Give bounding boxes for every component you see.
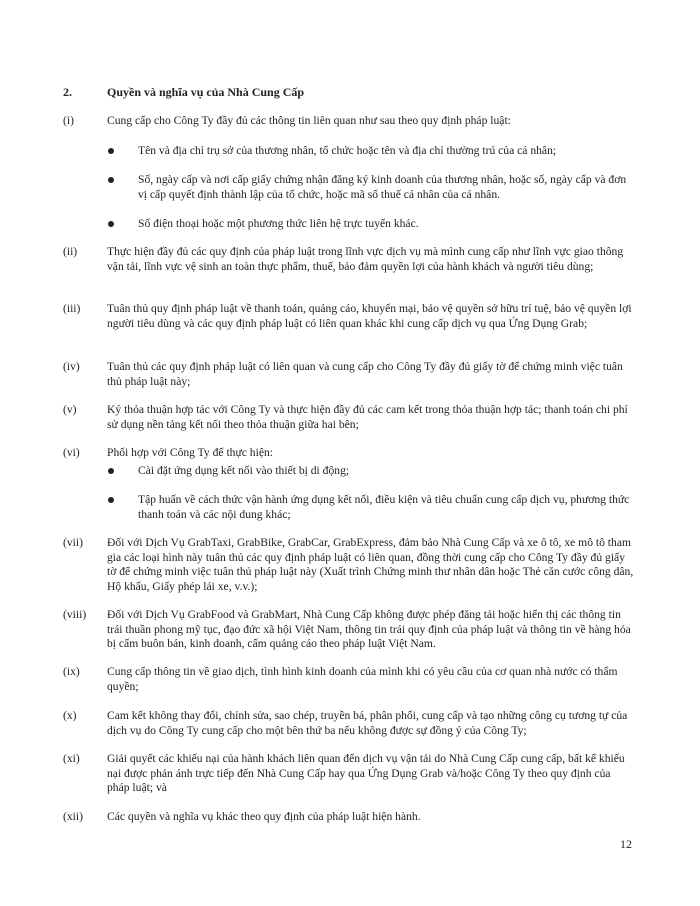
item-text: Các quyền và nghĩa vụ khác theo quy định của pháp luật hiện hành. bbox=[107, 810, 421, 823]
item-label: (ix) bbox=[63, 665, 80, 678]
bullet-text: Tập huấn về cách thức vận hành ứng dụng kết nối, điều kiện và tiêu chuẩn cung cấp dịch vụ, phương thức thanh toán và các nội dung khác; bbox=[138, 493, 630, 521]
item-text: Cam kết không thay đổi, chỉnh sửa, sao chép, truyền bá, phân phối, cung cấp và tạo những công cụ tương tự của dịch vụ do Công Ty cung cấp cho một bên thứ ba nếu không được sự đồng ý của Công Ty; bbox=[107, 709, 628, 737]
bullet-icon bbox=[108, 148, 114, 154]
item-text: Giải quyết các khiếu nại của hành khách liên quan đến dịch vụ vận tải do Nhà Cung Cấp cung cấp, bất kể khiếu nại được phản ánh trực tiếp đến Nhà Cung Cấp hay qua Ứng Dụng Grab và/hoặc Công Ty theo quy định của pháp luật; và bbox=[107, 752, 625, 795]
item-text: Đối với Dịch Vụ GrabFood và GrabMart, Nhà Cung Cấp không được phép đăng tải hoặc hiển thị các thông tin trái thuần phong mỹ tục, đạo đức xã hội Việt Nam, thông tin trái quy định của pháp luật và thông tin về hàng hóa bị cấm buôn bán, kinh doanh, cấm quảng cáo theo pháp luật Việt Nam. bbox=[107, 608, 631, 651]
item-label: (ii) bbox=[63, 245, 78, 258]
item-label: (viii) bbox=[63, 608, 87, 621]
item-text: Tuân thủ quy định pháp luật về thanh toán, quảng cáo, khuyến mại, bảo vệ quyền sở hữu trí tuệ, bảo vệ quyền lợi người tiêu dùng và các quy định pháp luật có liên quan khác khi cung cấp dịch vụ qua Ứng Dụng Grab; bbox=[107, 302, 632, 330]
item-label: (iii) bbox=[63, 302, 81, 315]
item-text: Cung cấp thông tin về giao dịch, tình hình kinh doanh của mình khi có yêu cầu của cơ quan nhà nước có thẩm quyền; bbox=[107, 665, 618, 693]
item-text: Đối với Dịch Vụ GrabTaxi, GrabBike, GrabCar, GrabExpress, đảm bảo Nhà Cung Cấp và xe ô tô, xe mô tô tham gia các loại hình này tuân thủ các quy định pháp luật có liên quan, đồng thời cung cấp cho Công Ty đầy đủ giấy tờ để chứng minh việc tuân thủ pháp luật này (Xuất trình Chứng minh thư nhân dân hoặc Thẻ căn cước công dân, Hộ khẩu, Giấy phép lái xe, v.v.); bbox=[107, 536, 634, 593]
item-text: Thực hiện đầy đủ các quy định của pháp luật trong lĩnh vực dịch vụ mà mình cung cấp như lĩnh vực giao thông vận tải, lĩnh vực vệ sinh an toàn thực phẩm, thuế, bảo đảm quyền lợi của hành khách và người tiêu dùng; bbox=[107, 245, 624, 273]
bullet-text: Số, ngày cấp và nơi cấp giấy chứng nhận đăng ký kinh doanh của thương nhân, hoặc số, ngày cấp và đơn vị cấp quyết định thành lập của tổ chức, hoặc mã số thuế cá nhân của cá nhân. bbox=[138, 173, 627, 201]
item-label: (xii) bbox=[63, 810, 83, 823]
bullet-icon bbox=[108, 177, 114, 183]
item-label: (vi) bbox=[63, 446, 80, 459]
bullet-text: Số điện thoại hoặc một phương thức liên hệ trực tuyến khác. bbox=[138, 217, 419, 230]
item-text: Phối hợp với Công Ty để thực hiện: bbox=[107, 446, 273, 459]
item-label: (vii) bbox=[63, 536, 83, 549]
item-label: (i) bbox=[63, 114, 74, 127]
item-text: Cung cấp cho Công Ty đầy đủ các thông tin liên quan như sau theo quy định pháp luật: bbox=[107, 114, 511, 127]
item-label: (v) bbox=[63, 403, 77, 416]
page-number: 12 bbox=[620, 837, 632, 851]
item-text: Tuân thủ các quy định pháp luật có liên quan và cung cấp cho Công Ty đầy đủ giấy tờ để chứng minh việc tuân thủ pháp luật này; bbox=[107, 360, 623, 388]
item-label: (xi) bbox=[63, 752, 80, 765]
item-label: (x) bbox=[63, 709, 77, 722]
bullet-text: Tên và địa chỉ trụ sở của thương nhân, tổ chức hoặc tên và địa chỉ thường trú của cá nhân; bbox=[138, 144, 557, 157]
bullet-icon bbox=[108, 468, 114, 474]
bullet-icon bbox=[108, 221, 114, 227]
bullet-icon bbox=[108, 497, 114, 503]
section-number: 2. bbox=[63, 85, 72, 99]
item-label: (iv) bbox=[63, 360, 80, 373]
item-text: Ký thỏa thuận hợp tác với Công Ty và thực hiện đầy đủ các cam kết trong thỏa thuận hợp tác; thanh toán chi phí sử dụng nền tảng kết nối theo thỏa thuận giữa hai bên; bbox=[107, 403, 628, 431]
section-title: Quyền và nghĩa vụ của Nhà Cung Cấp bbox=[107, 85, 305, 99]
bullet-text: Cài đặt ứng dụng kết nối vào thiết bị di động; bbox=[138, 464, 350, 477]
